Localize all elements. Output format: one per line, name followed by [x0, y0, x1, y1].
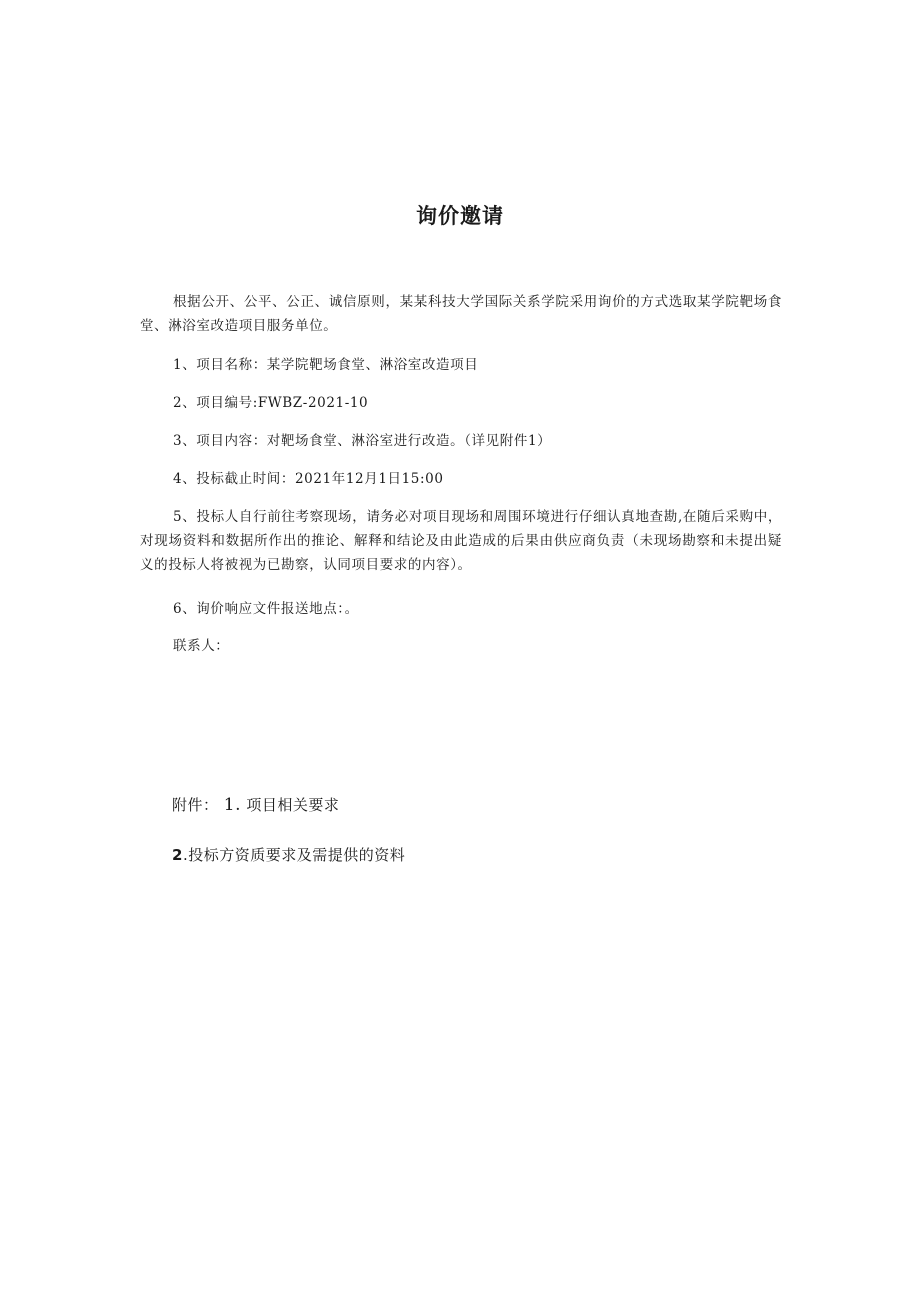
- item-project-content: 3、项目内容：对靶场食堂、淋浴室进行改造。（详见附件1）: [173, 433, 552, 449]
- attachment-1-text: 项目相关要求: [246, 796, 340, 814]
- item-deadline: 4、投标截止时间：2021年12月1日15:00: [173, 471, 444, 487]
- attachment-2-text: .投标方资质要求及需提供的资料: [182, 846, 406, 864]
- attachment-line-1: [172, 793, 339, 817]
- attachment-1-number: 1.: [223, 795, 242, 815]
- attachment-2-number: 2: [172, 846, 183, 864]
- item-project-number: 2、项目编号:FWBZ-2021-10: [173, 395, 369, 411]
- attachments-label: 附件：: [172, 796, 219, 814]
- attachment-line-2: [172, 843, 405, 867]
- item-project-name: 1、项目名称：某学院靶场食堂、淋浴室改造项目: [173, 357, 479, 373]
- document-title: 询价邀请: [416, 204, 504, 228]
- intro-paragraph: 根据公开、公平、公正、诚信原则，某某科技大学国际关系学院采用询价的方式选取某学院靶场食堂、淋浴室改造项目服务单位。: [140, 294, 782, 334]
- contact-label: 联系人：: [173, 638, 230, 654]
- item-site-inspection: 5、投标人自行前往考察现场，请务必对项目现场和周围环境进行仔细认真地查勘,在随后采购中，对现场资料和数据所作出的推论、解释和结论及由此造成的后果由供应商负责（未现场勘察和未提出疑义的投标人将被视为已勘察，认同项目要求的内容）。: [140, 509, 782, 573]
- item-submission-location: 6、询价响应文件报送地点：。: [173, 601, 359, 617]
